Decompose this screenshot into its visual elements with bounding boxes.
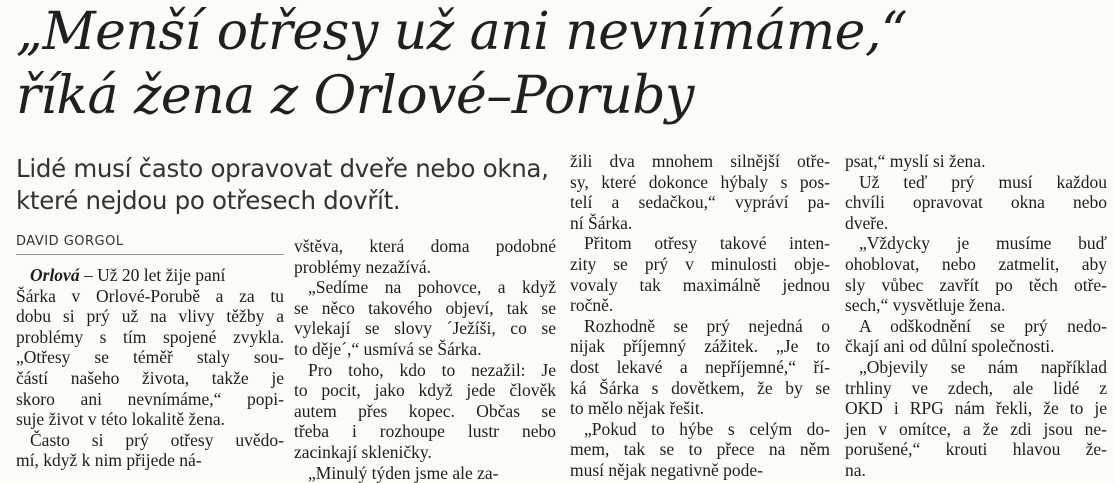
- article-line: ní Šárka.: [570, 212, 633, 233]
- article-line-text: – Už 20 let žije paní: [79, 265, 226, 285]
- article-line: sech,“ vysvětluje žena.: [845, 295, 1006, 316]
- article-line: třeba i rozhoupe lustr nebo: [294, 421, 556, 442]
- article-line: „Minulý týden jsme ale za-: [308, 462, 499, 483]
- article-line: problémy s tím spojené zvykla.: [16, 326, 284, 347]
- byline: DAVID GORGOL: [16, 234, 284, 255]
- article-line: Pro toho, kdo to nezažil: Je: [308, 359, 556, 380]
- article-line: částí našeho života, takže je: [16, 367, 284, 388]
- article-column-3: [570, 151, 830, 481]
- article-line: na.: [845, 459, 866, 480]
- article-line: „Otřesy se téměř staly sou-: [16, 347, 284, 368]
- article-line: ohoblovat, nebo zatmelit, aby: [845, 253, 1107, 274]
- article-line: to pocit, jako když jede člověk: [294, 380, 556, 401]
- article-line: jen v omítce, a že zdi jsou ne-: [845, 418, 1107, 439]
- article-line: sy, které dokonce hýbaly s pos-: [570, 171, 830, 192]
- article-line: trhliny ve zdech, ale lidé z: [845, 377, 1107, 398]
- headline-line-2: říká žena z Orlové–Poruby: [16, 66, 694, 126]
- article-line: psat,“ myslí si žena.: [845, 151, 986, 171]
- article-column-4: [845, 151, 1107, 481]
- perex-line-2: které nejdou po otřesech dovřít.: [16, 186, 401, 215]
- article-line: „Pokud to hýbe s celým do-: [584, 418, 830, 439]
- article-line: musí nějak negativně pode-: [570, 459, 763, 480]
- perex-line-1: Lidé musí často opravovat dveře nebo okna,: [16, 154, 549, 183]
- article-line: vovaly tak maximálně jednou: [570, 274, 830, 295]
- dateline: Orlová: [30, 265, 80, 285]
- article-line: Šárka v Orlové-Porubě a za tu: [16, 285, 284, 306]
- article-line: Často si prý otřesy uvědo-: [30, 429, 284, 450]
- perex: [16, 153, 556, 217]
- article-line: dobu si prý už na vlivy těžby a: [16, 306, 284, 327]
- article-line: čkají ani od důlní společnosti.: [845, 336, 1055, 357]
- article-line: Rozhodně se prý nejedná o: [584, 315, 830, 336]
- article-line: nijak příjemný zážitek. „Je to: [570, 336, 830, 357]
- article-line: ročně.: [570, 295, 614, 316]
- article-line: „Objevily se nám například: [859, 356, 1107, 377]
- article-line: Přitom otřesy takové inten-: [584, 233, 830, 254]
- article-line: vštěva, která doma podobné: [294, 236, 556, 256]
- article-line: mem, tak se to přece na něm: [570, 439, 830, 460]
- article-line: suje život v této lokalitě žena.: [16, 409, 225, 430]
- article-line: mí, když k nim přijede ná-: [16, 450, 202, 471]
- article-line: ká Šárka s dovětkem, že by se: [570, 377, 830, 398]
- article-line: problémy nezažívá.: [294, 256, 432, 277]
- article-line: chvíli opravovat okna nebo: [845, 192, 1107, 213]
- article-line: to mělo nějak řešit.: [570, 398, 705, 419]
- article-line: zacinkají skleničky.: [294, 441, 432, 462]
- article-line: skoro ani nevnímáme,“ popi-: [16, 388, 284, 409]
- article-line: porušené,“ krouti hlavou že-: [845, 439, 1107, 460]
- article-line: to děje´,“ usmívá se Šárka.: [294, 338, 482, 359]
- article-line: autem přes kopec. Občas se: [294, 400, 556, 421]
- article-column-1: [16, 265, 284, 471]
- article-column-2: [294, 236, 556, 483]
- article-line: žili dva mnohem silnější otře-: [570, 151, 830, 171]
- article-line: telí a sedačkou,“ vypráví pa-: [570, 192, 830, 213]
- article-line: dost lekavé a nepříjemné,“ ří-: [570, 356, 830, 377]
- headline: [16, 0, 907, 128]
- article-line: se něco takového objeví, tak se: [294, 297, 556, 318]
- article-line: A odškodnění se prý nedo-: [859, 315, 1107, 336]
- article-line: [16, 265, 284, 286]
- article-line: „Sedíme na pohovce, a když: [308, 277, 556, 298]
- article-line: zity se prý v minulosti obje-: [570, 253, 830, 274]
- article-line: vylekají se slovy ´Ježíši, co se: [294, 318, 556, 339]
- headline-line-1: „Menší otřesy už ani nevnímáme,“: [16, 2, 908, 62]
- article-line: sly vůbec zavřít po těch otře-: [845, 274, 1107, 295]
- article-line: OKD i RPG nám řekli, že to je: [845, 398, 1107, 419]
- article-line: Už teď prý musí každou: [859, 171, 1107, 192]
- article-line: dveře.: [845, 212, 889, 233]
- article-line: „Vždycky je musíme buď: [859, 233, 1107, 254]
